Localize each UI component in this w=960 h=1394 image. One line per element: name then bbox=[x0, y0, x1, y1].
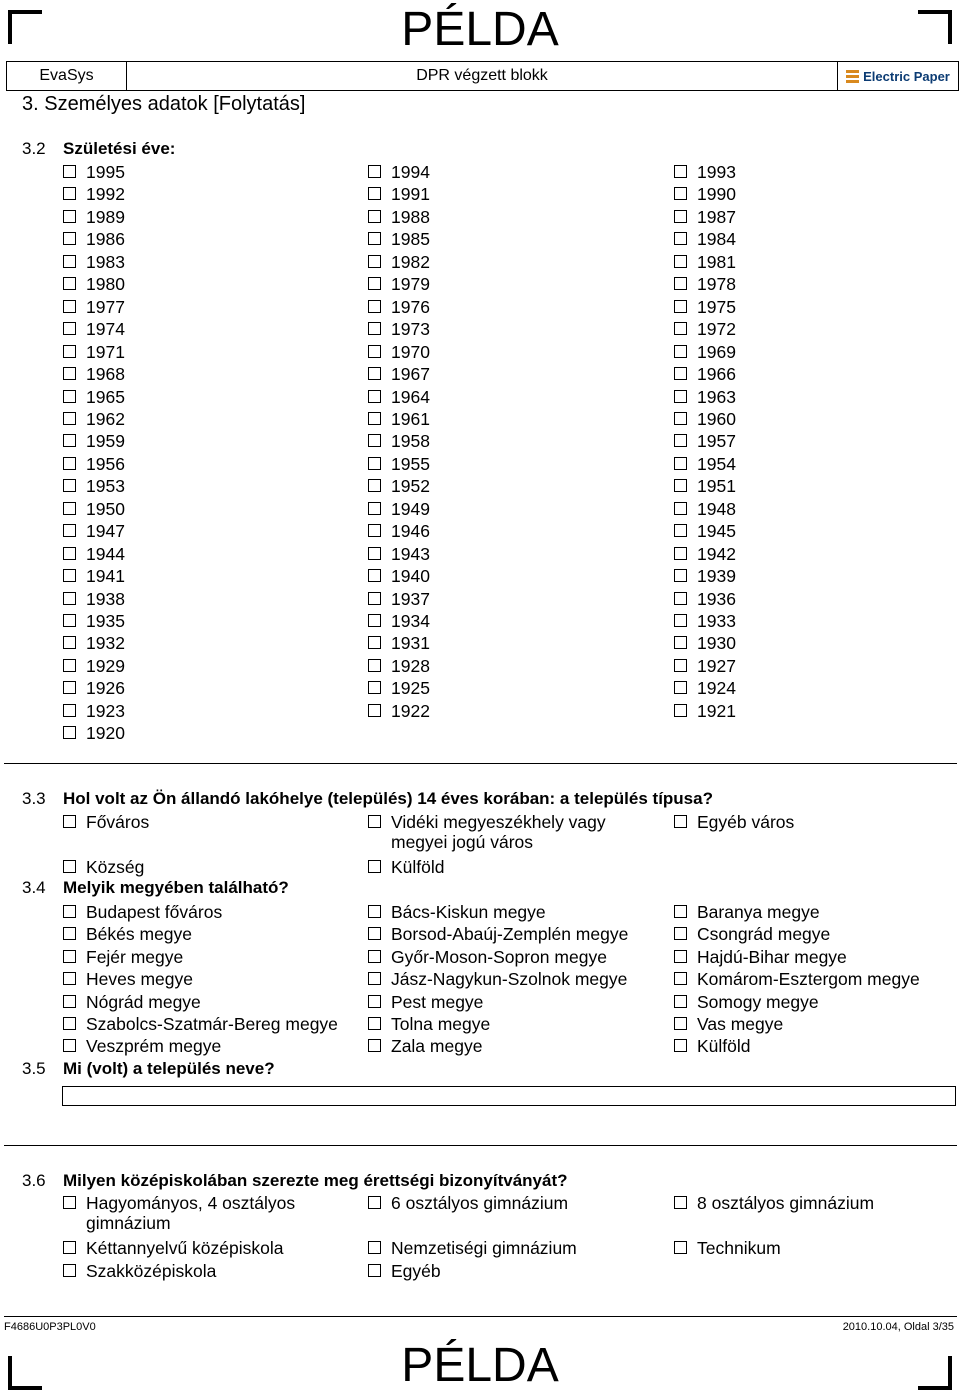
divider bbox=[4, 1145, 957, 1146]
checkbox[interactable] bbox=[63, 950, 76, 963]
option-label: 1979 bbox=[391, 274, 430, 295]
option-label: 1992 bbox=[86, 184, 125, 205]
option-label: 1923 bbox=[86, 700, 125, 721]
option-label: Komárom-Esztergom megye bbox=[697, 969, 920, 990]
checkbox[interactable] bbox=[368, 681, 381, 694]
checkbox[interactable] bbox=[674, 905, 687, 918]
option-label: 1989 bbox=[86, 206, 125, 227]
checkbox[interactable] bbox=[674, 592, 687, 605]
option-label: 1942 bbox=[697, 543, 736, 564]
option-label: 1958 bbox=[391, 431, 430, 452]
option-label: Békés megye bbox=[86, 924, 193, 945]
checkbox[interactable] bbox=[63, 187, 76, 200]
electric-paper-logo bbox=[846, 69, 950, 84]
checkbox[interactable] bbox=[368, 232, 381, 245]
checkbox[interactable] bbox=[674, 232, 687, 245]
checkbox[interactable] bbox=[63, 322, 76, 335]
option-label: Hajdú-Bihar megye bbox=[697, 946, 847, 967]
option-label: 1957 bbox=[697, 431, 736, 452]
option-label: 1936 bbox=[697, 588, 736, 609]
checkbox[interactable] bbox=[368, 1039, 381, 1052]
checkbox[interactable] bbox=[368, 569, 381, 582]
option-label: 1944 bbox=[86, 543, 125, 564]
option-label: Győr-Moson-Sopron megye bbox=[391, 946, 607, 967]
checkbox[interactable] bbox=[368, 592, 381, 605]
question-number: 3.6 bbox=[22, 1171, 46, 1190]
option-label: Csongrád megye bbox=[697, 924, 831, 945]
checkbox[interactable] bbox=[368, 1017, 381, 1030]
option-label: 1995 bbox=[86, 162, 125, 182]
checkbox[interactable] bbox=[674, 614, 687, 627]
option-label: 1961 bbox=[391, 408, 430, 429]
option-label: Egyéb város bbox=[697, 812, 795, 832]
checkbox[interactable] bbox=[674, 457, 687, 470]
question-text: Melyik megyében található? bbox=[63, 878, 289, 897]
option-label: 1990 bbox=[697, 184, 736, 205]
option-label: 1980 bbox=[86, 274, 125, 295]
checkbox[interactable] bbox=[63, 165, 76, 178]
option-label: Hagyományos, 4 osztályos bbox=[86, 1193, 296, 1213]
option-label: 1994 bbox=[391, 162, 430, 182]
checkbox[interactable] bbox=[63, 232, 76, 245]
option-label: 1975 bbox=[697, 296, 736, 317]
checkbox[interactable] bbox=[674, 502, 687, 515]
option-label: 1937 bbox=[391, 588, 430, 609]
checkbox[interactable] bbox=[63, 1241, 76, 1254]
option-label: 1951 bbox=[697, 476, 736, 497]
option-label: 1966 bbox=[697, 364, 736, 385]
option-label: Heves megye bbox=[86, 969, 193, 990]
question-3-4-title bbox=[22, 877, 289, 899]
header-app-name: EvaSys bbox=[7, 62, 127, 90]
option-label: 1922 bbox=[391, 700, 430, 721]
checkbox[interactable] bbox=[368, 479, 381, 492]
option-label: Nógrád megye bbox=[86, 991, 201, 1012]
checkbox[interactable] bbox=[368, 995, 381, 1008]
checkbox[interactable] bbox=[63, 704, 76, 717]
checkbox[interactable] bbox=[368, 704, 381, 717]
option-label: Fejér megye bbox=[86, 946, 184, 967]
checkbox[interactable] bbox=[63, 1196, 76, 1209]
option-label: 1978 bbox=[697, 274, 736, 295]
option-label: 1964 bbox=[391, 386, 430, 407]
option-label: 1945 bbox=[697, 521, 736, 542]
option-label: 1986 bbox=[86, 229, 125, 250]
option-label: Budapest főváros bbox=[86, 902, 223, 922]
question-number: 3.5 bbox=[22, 1059, 46, 1078]
checkbox[interactable] bbox=[63, 434, 76, 447]
option-label: 1931 bbox=[391, 633, 430, 654]
option-label: Külföld bbox=[697, 1036, 751, 1057]
option-label: 1962 bbox=[86, 408, 125, 429]
option-label: 1969 bbox=[697, 341, 736, 362]
checkbox[interactable] bbox=[674, 1196, 687, 1209]
checkbox[interactable] bbox=[63, 592, 76, 605]
option-label: 1927 bbox=[697, 655, 736, 676]
question-number: 3.4 bbox=[22, 878, 46, 897]
checkbox[interactable] bbox=[368, 950, 381, 963]
checkbox[interactable] bbox=[368, 927, 381, 940]
checkbox[interactable] bbox=[63, 659, 76, 672]
page-info: 2010.10.04, Oldal 3/35 bbox=[842, 1321, 954, 1333]
checkbox[interactable] bbox=[63, 210, 76, 223]
option-label: 1940 bbox=[391, 566, 430, 587]
option-label: Nemzetiségi gimnázium bbox=[391, 1238, 577, 1258]
question-3-5-title bbox=[22, 1058, 275, 1080]
checkbox[interactable] bbox=[674, 255, 687, 268]
checkbox[interactable] bbox=[63, 457, 76, 470]
checkbox[interactable] bbox=[674, 524, 687, 537]
checkbox[interactable] bbox=[368, 1264, 381, 1277]
checkbox[interactable] bbox=[674, 815, 687, 828]
option-label: Veszprém megye bbox=[86, 1036, 222, 1057]
option-label: 1991 bbox=[391, 184, 430, 205]
option-label: 1939 bbox=[697, 566, 736, 587]
checkbox[interactable] bbox=[674, 434, 687, 447]
checkbox[interactable] bbox=[368, 502, 381, 515]
option-label: 1932 bbox=[86, 633, 125, 654]
option-label: 1988 bbox=[391, 206, 430, 227]
checkbox[interactable] bbox=[368, 210, 381, 223]
option-label: 1924 bbox=[697, 678, 736, 699]
option-label: Pest megye bbox=[391, 991, 484, 1012]
checkbox[interactable] bbox=[368, 547, 381, 560]
checkbox[interactable] bbox=[63, 547, 76, 560]
checkbox[interactable] bbox=[63, 905, 76, 918]
question-number: 3.3 bbox=[22, 789, 46, 808]
checkbox[interactable] bbox=[674, 1017, 687, 1030]
checkbox[interactable] bbox=[63, 681, 76, 694]
electric-paper-logo-text: Electric Paper bbox=[863, 68, 950, 84]
option-label: 1982 bbox=[391, 251, 430, 272]
option-label: Vas megye bbox=[697, 1014, 784, 1034]
watermark-bottom: PÉLDA bbox=[401, 1339, 559, 1392]
checkbox[interactable] bbox=[368, 1241, 381, 1254]
option-label: Bács-Kiskun megye bbox=[391, 902, 546, 922]
checkbox[interactable] bbox=[368, 412, 381, 425]
checkbox[interactable] bbox=[674, 659, 687, 672]
checkbox[interactable] bbox=[368, 255, 381, 268]
option-label: 1976 bbox=[391, 296, 430, 317]
option-label: 1948 bbox=[697, 498, 736, 519]
option-label: 1981 bbox=[697, 251, 736, 272]
checkbox[interactable] bbox=[674, 1039, 687, 1052]
checkbox[interactable] bbox=[63, 636, 76, 649]
option-label: Külföld bbox=[391, 857, 445, 877]
option-label: 1959 bbox=[86, 431, 125, 452]
watermark-top: PÉLDA bbox=[401, 3, 559, 56]
checkbox[interactable] bbox=[63, 502, 76, 515]
option-label: 1973 bbox=[391, 319, 430, 340]
option-label: Jász-Nagykun-Szolnok megye bbox=[391, 969, 628, 990]
option-label: 1965 bbox=[86, 386, 125, 407]
settlement-name-input[interactable] bbox=[62, 1086, 956, 1106]
option-label: 1926 bbox=[86, 678, 125, 699]
option-label: 1928 bbox=[391, 655, 430, 676]
option-label: 1934 bbox=[391, 611, 430, 631]
footer-divider bbox=[4, 1316, 957, 1317]
checkbox[interactable] bbox=[368, 524, 381, 537]
option-label: 1977 bbox=[86, 296, 125, 317]
question-text: Hol volt az Ön állandó lakóhelye (település) 14 éves korában: a település típusa? bbox=[63, 789, 713, 808]
checkbox[interactable] bbox=[63, 524, 76, 537]
divider bbox=[4, 763, 957, 764]
checkbox[interactable] bbox=[63, 614, 76, 627]
question-text: Születési éve: bbox=[63, 139, 176, 158]
option-label: 1970 bbox=[391, 341, 430, 362]
checkbox[interactable] bbox=[63, 726, 76, 739]
option-label: 1963 bbox=[697, 386, 736, 407]
option-label: Szabolcs-Szatmár-Bereg megye bbox=[86, 1014, 338, 1034]
question-text: Mi (volt) a település neve? bbox=[63, 1059, 275, 1078]
checkbox[interactable] bbox=[674, 187, 687, 200]
checkbox[interactable] bbox=[674, 300, 687, 313]
electric-paper-logo-icon bbox=[846, 70, 859, 83]
question-3-6-title bbox=[22, 1170, 568, 1192]
checkbox[interactable] bbox=[674, 1241, 687, 1254]
option-label: 1943 bbox=[391, 543, 430, 564]
option-label: Borsod-Abaúj-Zemplén megye bbox=[391, 924, 629, 945]
question-3-2-title bbox=[22, 138, 175, 160]
checkbox[interactable] bbox=[368, 659, 381, 672]
checkbox[interactable] bbox=[674, 322, 687, 335]
option-label: Technikum bbox=[697, 1238, 781, 1258]
checkbox[interactable] bbox=[63, 860, 76, 873]
checkbox[interactable] bbox=[63, 569, 76, 582]
header-block-title: DPR végzett blokk bbox=[416, 67, 548, 84]
option-label: Szakközépiskola bbox=[86, 1261, 217, 1281]
option-label: 1987 bbox=[697, 206, 736, 227]
checkbox[interactable] bbox=[368, 905, 381, 918]
option-label: Főváros bbox=[86, 812, 150, 832]
option-label: 1954 bbox=[697, 453, 736, 474]
option-label: Tolna megye bbox=[391, 1014, 491, 1034]
checkbox[interactable] bbox=[63, 367, 76, 380]
form-id: F4686U0P3PL0V0 bbox=[4, 1321, 96, 1333]
checkbox[interactable] bbox=[674, 681, 687, 694]
option-label: 1985 bbox=[391, 229, 430, 250]
option-label: 1967 bbox=[391, 364, 430, 385]
checkbox[interactable] bbox=[368, 390, 381, 403]
checkbox[interactable] bbox=[368, 367, 381, 380]
checkbox[interactable] bbox=[63, 479, 76, 492]
checkbox[interactable] bbox=[368, 614, 381, 627]
question-number: 3.2 bbox=[22, 139, 46, 158]
checkbox[interactable] bbox=[63, 927, 76, 940]
option-label: 6 osztályos gimnázium bbox=[391, 1193, 569, 1213]
option-label: 1935 bbox=[86, 611, 125, 631]
option-label: 1921 bbox=[697, 700, 736, 721]
checkbox[interactable] bbox=[63, 1039, 76, 1052]
option-label: 1972 bbox=[697, 319, 736, 340]
checkbox[interactable] bbox=[674, 165, 687, 178]
checkbox[interactable] bbox=[63, 255, 76, 268]
checkbox[interactable] bbox=[674, 950, 687, 963]
checkbox[interactable] bbox=[674, 569, 687, 582]
checkbox[interactable] bbox=[368, 636, 381, 649]
option-label: 1955 bbox=[391, 453, 430, 474]
option-label: 1950 bbox=[86, 498, 125, 519]
option-label: 1953 bbox=[86, 476, 125, 497]
option-label: Vidéki megyeszékhely vagy bbox=[391, 812, 606, 832]
checkbox[interactable] bbox=[674, 277, 687, 290]
checkbox[interactable] bbox=[63, 300, 76, 313]
option-label: Kéttannyelvű középiskola bbox=[86, 1238, 284, 1258]
checkbox[interactable] bbox=[674, 479, 687, 492]
checkbox[interactable] bbox=[674, 972, 687, 985]
checkbox[interactable] bbox=[674, 636, 687, 649]
option-label: 1933 bbox=[697, 611, 736, 631]
option-label: 1971 bbox=[86, 341, 125, 362]
option-label: 1941 bbox=[86, 566, 125, 587]
option-label: Község bbox=[86, 857, 145, 877]
option-label-line2: megyei jogú város bbox=[391, 832, 534, 852]
checkbox[interactable] bbox=[368, 815, 381, 828]
option-label: 8 osztályos gimnázium bbox=[697, 1193, 875, 1213]
option-label: 1930 bbox=[697, 633, 736, 654]
option-label: 1920 bbox=[86, 723, 125, 744]
header-logo bbox=[837, 62, 958, 90]
checkbox[interactable] bbox=[63, 1264, 76, 1277]
checkbox[interactable] bbox=[674, 412, 687, 425]
checkbox[interactable] bbox=[368, 457, 381, 470]
option-label: 1925 bbox=[391, 678, 430, 699]
checkbox[interactable] bbox=[63, 972, 76, 985]
checkbox[interactable] bbox=[674, 995, 687, 1008]
checkbox[interactable] bbox=[368, 860, 381, 873]
option-label: Baranya megye bbox=[697, 902, 820, 922]
option-label: 1983 bbox=[86, 251, 125, 272]
checkbox[interactable] bbox=[368, 300, 381, 313]
section-title: 3. Személyes adatok [Folytatás] bbox=[22, 93, 306, 115]
option-label: Egyéb bbox=[391, 1261, 441, 1281]
checkbox[interactable] bbox=[368, 277, 381, 290]
option-label: 1956 bbox=[86, 453, 125, 474]
option-label: 1984 bbox=[697, 229, 736, 250]
checkbox[interactable] bbox=[368, 434, 381, 447]
checkbox[interactable] bbox=[674, 704, 687, 717]
checkbox[interactable] bbox=[674, 547, 687, 560]
option-label: Zala megye bbox=[391, 1036, 483, 1057]
checkbox[interactable] bbox=[368, 187, 381, 200]
option-label: 1960 bbox=[697, 408, 736, 429]
question-text: Milyen középiskolában szerezte meg érettségi bizonyítványát? bbox=[63, 1171, 568, 1190]
option-label: Somogy megye bbox=[697, 991, 819, 1012]
question-3-3-title bbox=[22, 788, 713, 810]
option-label: 1946 bbox=[391, 521, 430, 542]
option-label: 1947 bbox=[86, 521, 125, 542]
checkbox[interactable] bbox=[63, 277, 76, 290]
checkbox[interactable] bbox=[63, 995, 76, 1008]
checkbox[interactable] bbox=[63, 390, 76, 403]
checkbox[interactable] bbox=[674, 210, 687, 223]
checkbox[interactable] bbox=[368, 345, 381, 358]
checkbox[interactable] bbox=[63, 1017, 76, 1030]
checkbox[interactable] bbox=[368, 972, 381, 985]
checkbox[interactable] bbox=[674, 390, 687, 403]
option-label: 1968 bbox=[86, 364, 125, 385]
checkbox[interactable] bbox=[674, 367, 687, 380]
option-label: 1993 bbox=[697, 162, 736, 182]
checkbox[interactable] bbox=[368, 322, 381, 335]
option-label: 1949 bbox=[391, 498, 430, 519]
checkbox[interactable] bbox=[63, 815, 76, 828]
checkbox[interactable] bbox=[674, 345, 687, 358]
option-label: 1974 bbox=[86, 319, 125, 340]
option-label: 1938 bbox=[86, 588, 125, 609]
checkbox[interactable] bbox=[368, 165, 381, 178]
option-label: 1952 bbox=[391, 476, 430, 497]
option-label: 1929 bbox=[86, 655, 125, 676]
checkbox[interactable] bbox=[63, 345, 76, 358]
checkbox[interactable] bbox=[368, 1196, 381, 1209]
option-label-line2: gimnázium bbox=[86, 1213, 171, 1233]
checkbox[interactable] bbox=[63, 412, 76, 425]
checkbox[interactable] bbox=[674, 927, 687, 940]
form-header bbox=[6, 61, 959, 91]
